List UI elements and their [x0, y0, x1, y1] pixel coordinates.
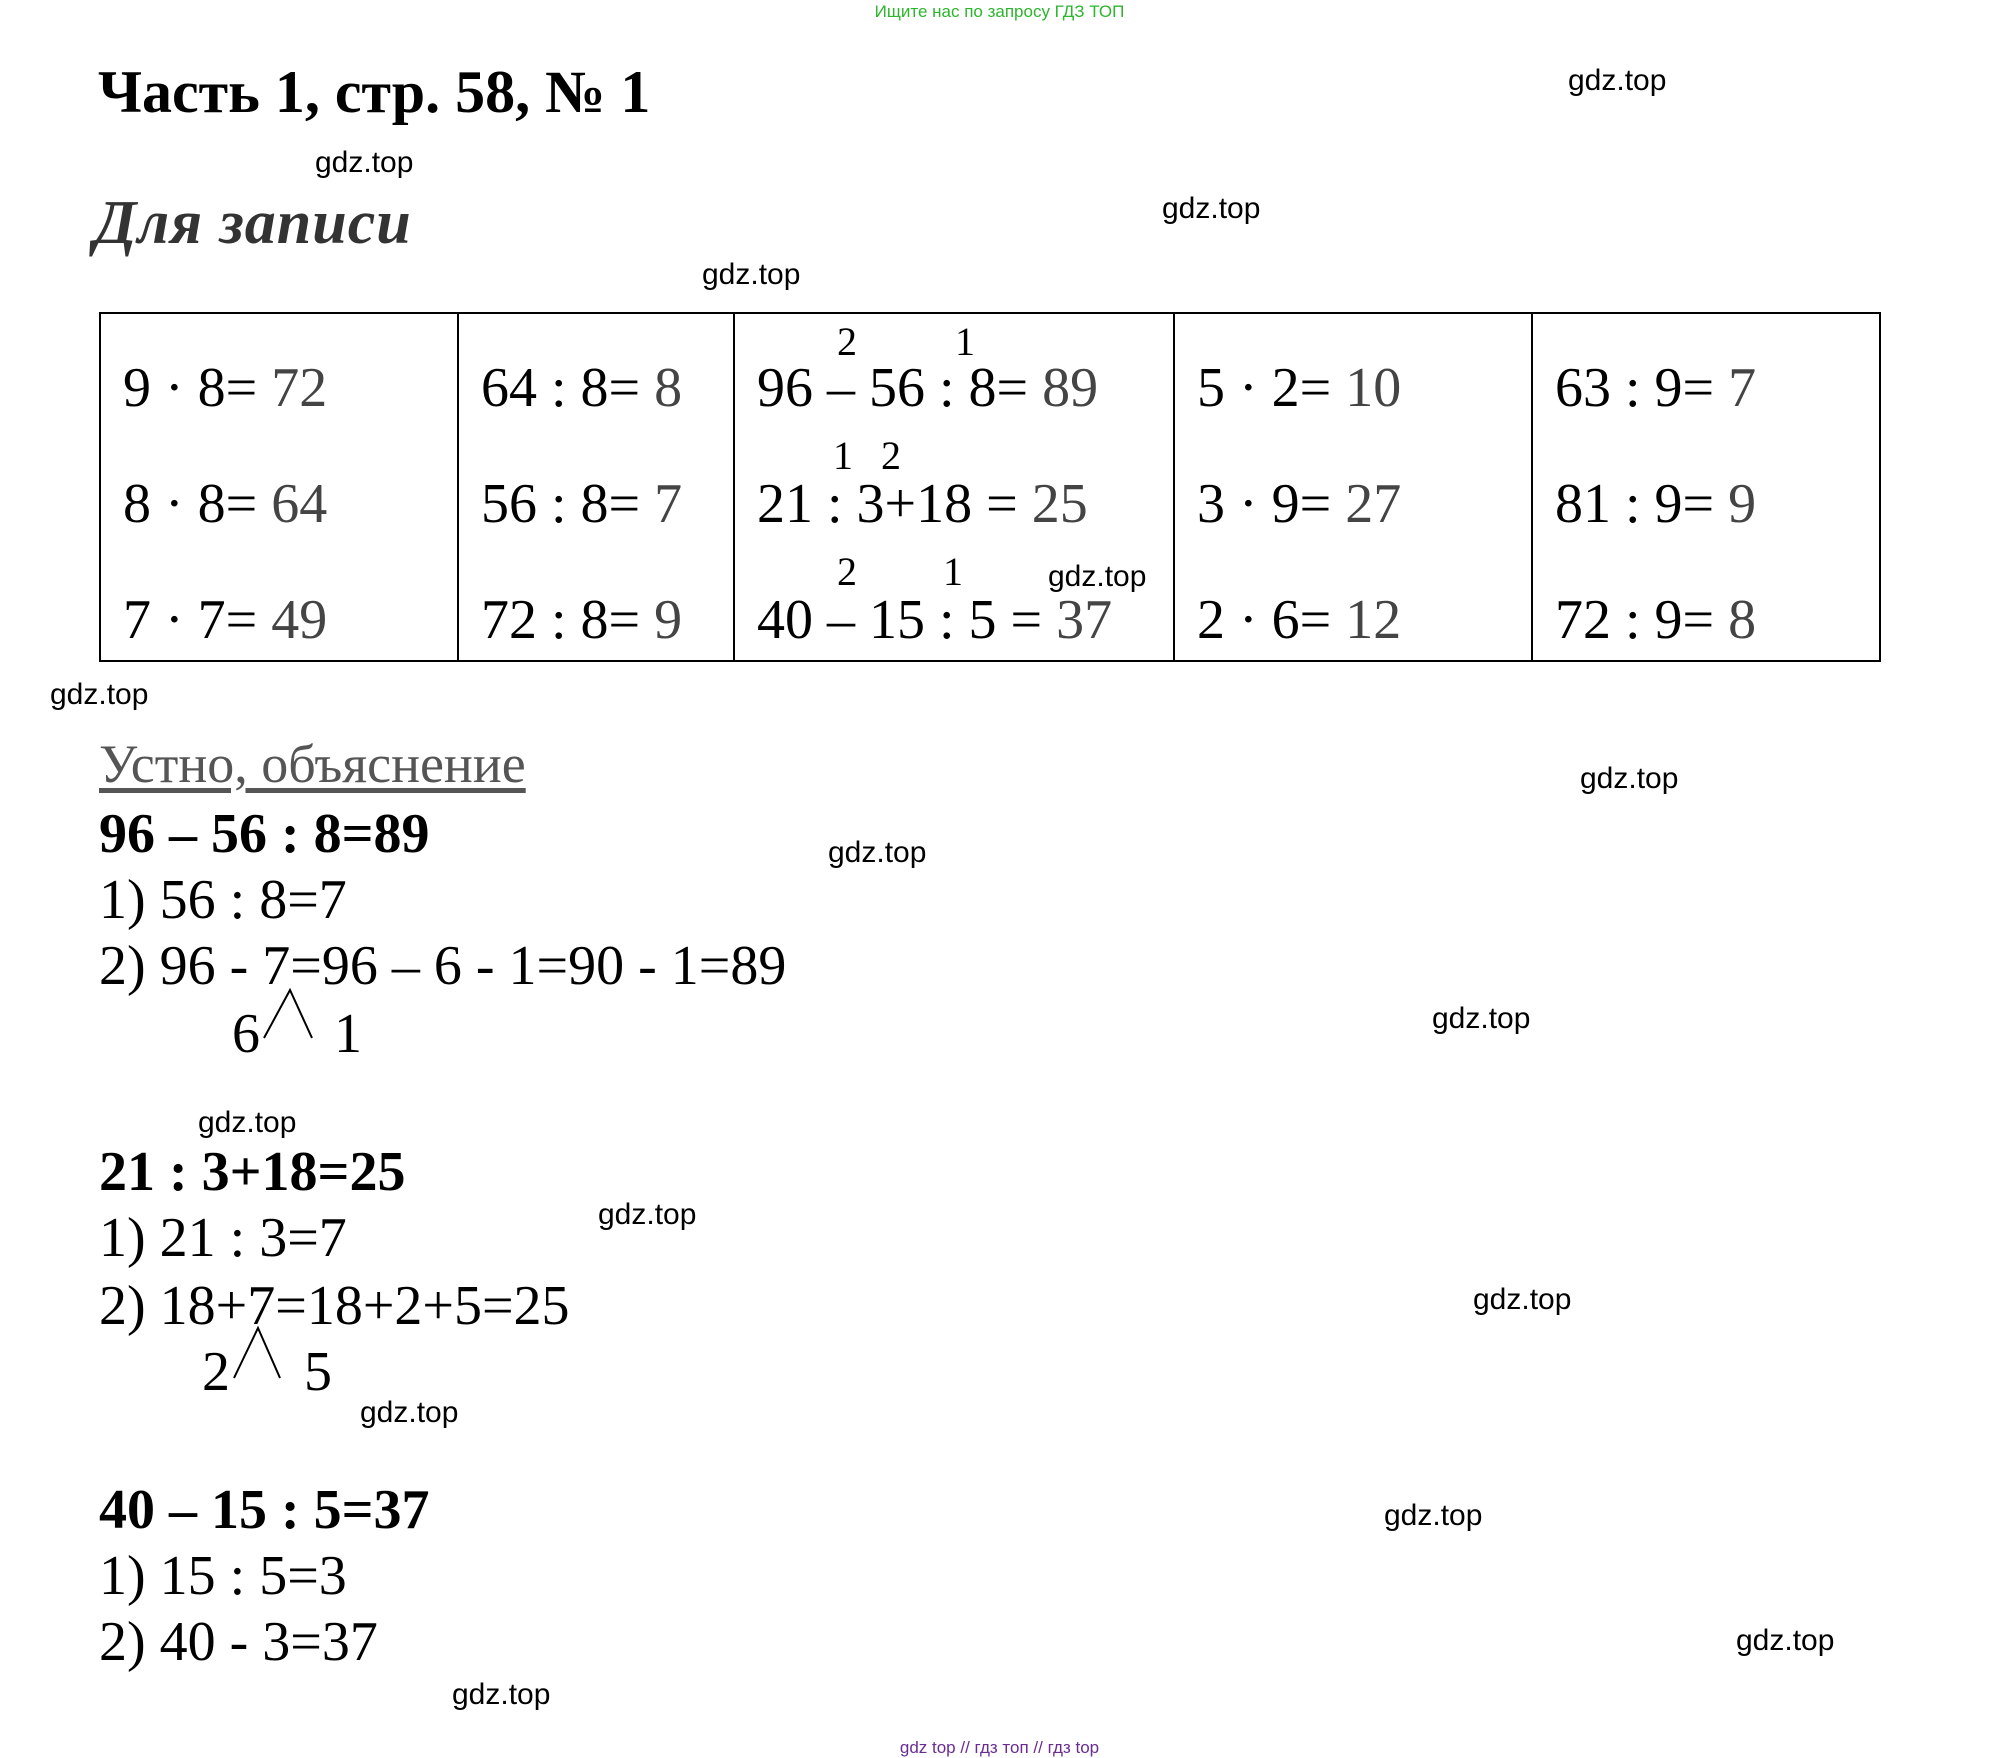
table-cell: 5 · 2= 10	[1197, 357, 1402, 419]
table-column	[457, 314, 735, 660]
block-step: 2) 96 - 7=96 – 6 - 1=90 - 1=89	[99, 935, 787, 997]
order-mark: 1	[955, 319, 975, 364]
table-column	[101, 314, 457, 660]
top-banner[interactable]	[0, 2, 1999, 22]
split-part: 5	[304, 1341, 332, 1403]
split-lines	[230, 1324, 292, 1382]
block-step: 1) 15 : 5=3	[99, 1545, 347, 1607]
watermark: gdz.top	[702, 258, 801, 291]
block-step: 2) 40 - 3=37	[99, 1611, 378, 1673]
table-cell: 9 · 8= 72	[123, 357, 328, 419]
block-step: 2) 18+7=18+2+5=25	[99, 1275, 570, 1337]
split-part: 6	[232, 1003, 260, 1065]
split-part: 2	[202, 1341, 230, 1403]
table-cell: 72 : 8= 9	[481, 589, 683, 651]
watermark: gdz.top	[1580, 762, 1679, 795]
order-mark: 1	[833, 433, 853, 478]
order-mark: 2	[837, 549, 857, 594]
footer-links	[0, 1738, 1999, 1758]
watermark: gdz.top	[1048, 560, 1147, 593]
footer-separator: //	[1033, 1738, 1043, 1757]
order-mark: 2	[881, 433, 901, 478]
banner-text[interactable]: Ищите нас по запросу ГДЗ ТОП	[874, 2, 1125, 21]
footer-link[interactable]: gdz top	[899, 1738, 956, 1757]
block-equation: 96 – 56 : 8=89	[99, 803, 430, 865]
table-cell: 96 – 56 : 8= 89	[757, 357, 1099, 419]
table-cell: 64 : 8= 8	[481, 357, 683, 419]
table-cell: 56 : 8= 7	[481, 473, 683, 535]
block-equation: 21 : 3+18=25	[99, 1141, 406, 1203]
page-title: Часть 1, стр. 58, № 1	[98, 59, 651, 125]
watermark: gdz.top	[360, 1396, 459, 1429]
block-equation: 40 – 15 : 5=37	[99, 1479, 430, 1541]
footer-separator: //	[960, 1738, 970, 1757]
watermark: gdz.top	[452, 1678, 551, 1711]
watermark: gdz.top	[1432, 1002, 1531, 1035]
watermark: gdz.top	[315, 146, 414, 179]
split-part: 1	[334, 1003, 362, 1065]
table-cell: 63 : 9= 7	[1555, 357, 1757, 419]
order-mark: 2	[837, 319, 857, 364]
explanation-heading: Устно, объяснение	[99, 734, 526, 794]
watermark: gdz.top	[598, 1198, 697, 1231]
watermark: gdz.top	[1473, 1283, 1572, 1316]
watermark: gdz.top	[1736, 1624, 1835, 1657]
split-lines	[262, 986, 324, 1042]
footer-link[interactable]: гдз top	[1047, 1738, 1100, 1757]
watermark: gdz.top	[828, 836, 927, 869]
watermark: gdz.top	[1568, 64, 1667, 97]
table-cell: 81 : 9= 9	[1555, 473, 1757, 535]
table-column	[1531, 314, 1879, 660]
block-step: 1) 56 : 8=7	[99, 869, 347, 931]
table-cell: 2 · 6= 12	[1197, 589, 1402, 651]
watermark: gdz.top	[1162, 192, 1261, 225]
table-column	[1173, 314, 1533, 660]
watermark: gdz.top	[1384, 1499, 1483, 1532]
watermark: gdz.top	[198, 1106, 297, 1139]
exercise-table	[99, 312, 1881, 662]
table-cell: 8 · 8= 64	[123, 473, 328, 535]
footer-link[interactable]: гдз топ	[974, 1738, 1029, 1757]
block-step: 1) 21 : 3=7	[99, 1207, 347, 1269]
order-mark: 1	[943, 549, 963, 594]
table-cell: 40 – 15 : 5 = 37	[757, 589, 1113, 651]
watermark: gdz.top	[50, 678, 149, 711]
table-cell: 72 : 9= 8	[1555, 589, 1757, 651]
table-cell: 7 · 7= 49	[123, 589, 328, 651]
table-cell: 3 · 9= 27	[1197, 473, 1402, 535]
section-subtitle: Для записи	[94, 189, 412, 257]
table-cell: 21 : 3+18 = 25	[757, 473, 1088, 535]
table-column	[733, 314, 1175, 660]
